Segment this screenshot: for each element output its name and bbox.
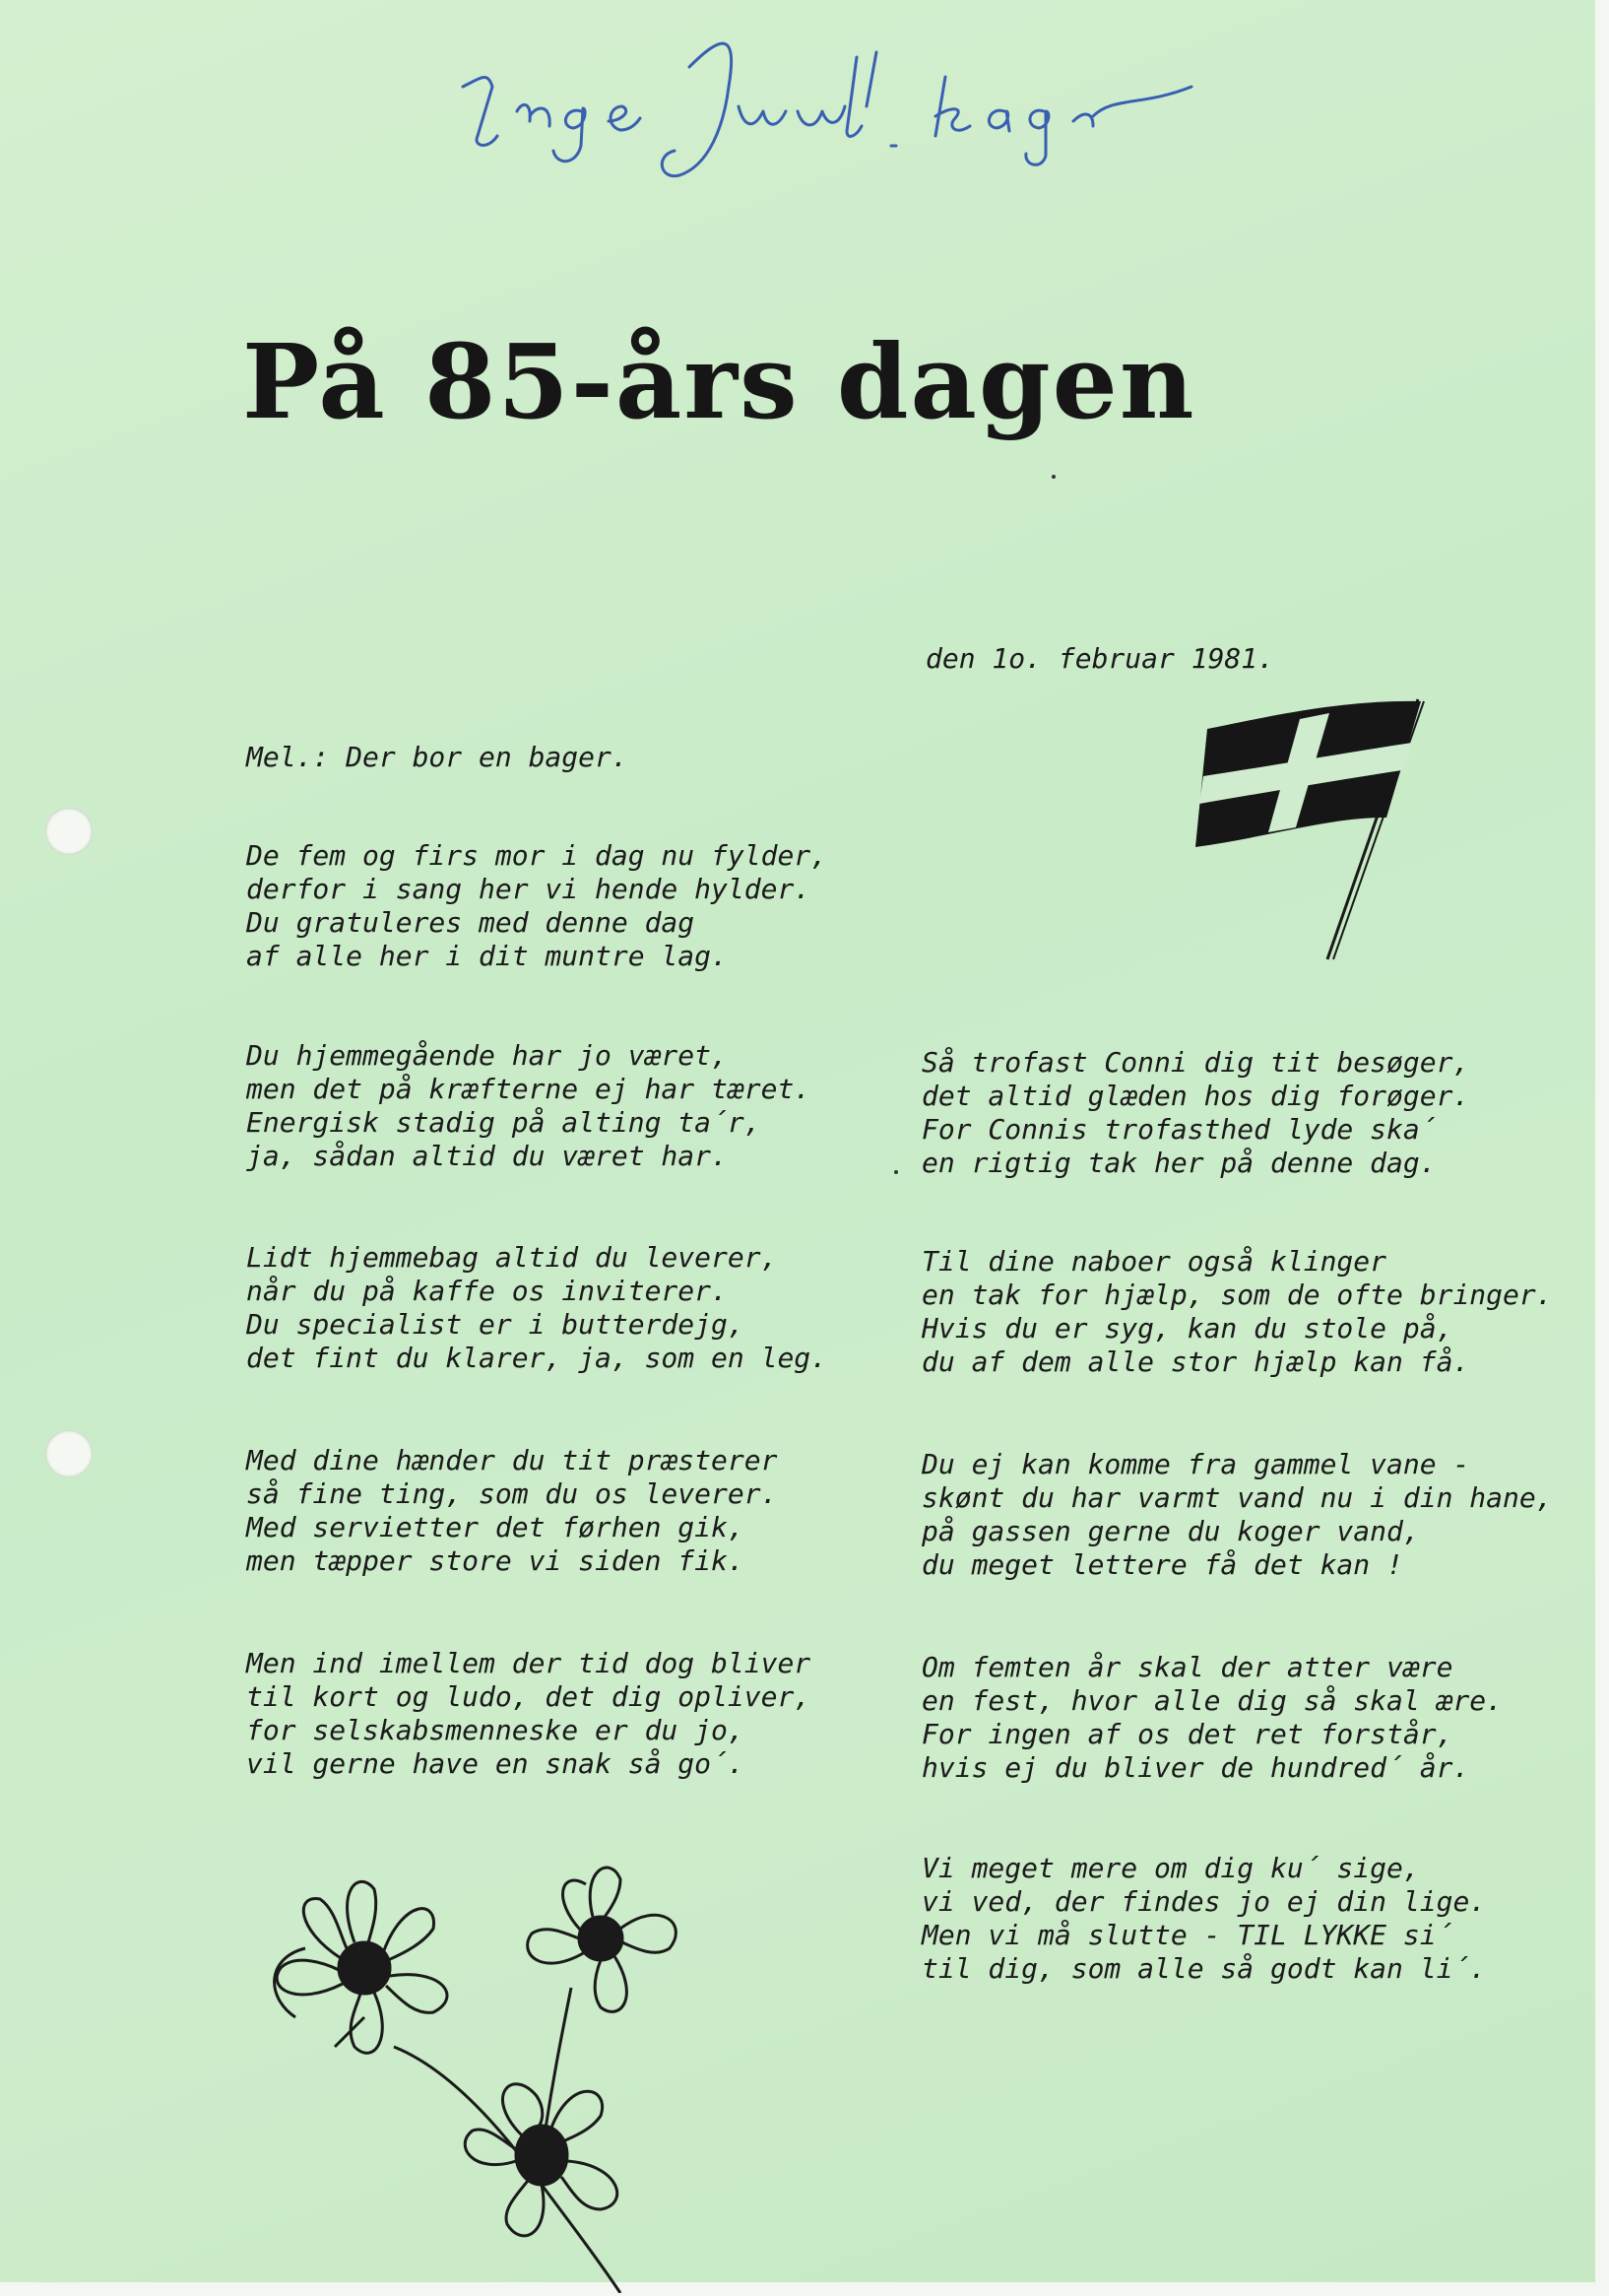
scan-speck bbox=[1052, 475, 1056, 479]
verse-line: når du på kaffe os inviterer. bbox=[246, 1275, 728, 1307]
verse-line: ja, sådan altid du været har. bbox=[246, 1140, 728, 1172]
verse-line: du af dem alle stor hjælp kan få. bbox=[922, 1345, 1470, 1378]
verse-right-1 bbox=[922, 1046, 1469, 1180]
verse-line: det altid glæden hos dig forøger. bbox=[922, 1080, 1470, 1112]
page-title: På 85-års dagen bbox=[242, 321, 1196, 442]
verse-line: For Connis trofasthed lyde ska´ bbox=[922, 1113, 1437, 1146]
verse-line: en tak for hjælp, som de ofte bringer. bbox=[922, 1279, 1553, 1311]
verse-left-3 bbox=[246, 1241, 827, 1375]
verse-line: Med dine hænder du tit præsterer bbox=[246, 1444, 778, 1476]
verse-line: Til dine naboer også klinger bbox=[922, 1245, 1387, 1278]
verse-line: vil gerne have en snak så go´. bbox=[246, 1747, 744, 1780]
verse-line: Du ej kan komme fra gammel vane - bbox=[922, 1448, 1470, 1480]
verse-line: Vi meget mere om dig ku´ sige, bbox=[922, 1852, 1420, 1884]
verse-line: Hvis du er syg, kan du stole på, bbox=[922, 1312, 1453, 1345]
flower-illustration bbox=[246, 1860, 778, 2293]
verse-right-4 bbox=[922, 1651, 1503, 1785]
verse-line: en rigtig tak her på denne dag. bbox=[922, 1147, 1437, 1179]
verse-line: det fint du klarer, ja, som en leg. bbox=[246, 1342, 828, 1374]
punch-hole-top bbox=[45, 808, 93, 855]
verse-line: du meget lettere få det kan ! bbox=[922, 1548, 1403, 1581]
verse-line: en fest, hvor alle dig så skal ære. bbox=[922, 1684, 1504, 1717]
scan-edge-right bbox=[1595, 0, 1609, 2296]
verse-line: skønt du har varmt vand nu i din hane, bbox=[922, 1481, 1553, 1514]
verse-left-2 bbox=[246, 1039, 810, 1173]
verse-line: Lidt hjemmebag altid du leverer, bbox=[246, 1241, 778, 1274]
verse-left-4 bbox=[246, 1444, 777, 1578]
verse-line: Du specialist er i butterdejg, bbox=[246, 1308, 744, 1341]
verse-line: men det på kræfterne ej har tæret. bbox=[246, 1073, 811, 1105]
verse-line: De fem og firs mor i dag nu fylder, bbox=[246, 839, 828, 872]
date-line: den 1o. februar 1981. bbox=[926, 642, 1275, 675]
verse-line: hvis ej du bliver de hundred´ år. bbox=[922, 1751, 1470, 1784]
verse-line: men tæpper store vi siden fik. bbox=[246, 1544, 744, 1577]
melody-line: Mel.: Der bor en bager. bbox=[246, 741, 628, 773]
verse-line: af alle her i dit muntre lag. bbox=[246, 940, 728, 972]
verse-line: på gassen gerne du koger vand, bbox=[922, 1515, 1420, 1547]
verse-line: så fine ting, som du os leverer. bbox=[246, 1477, 778, 1510]
verse-line: Energisk stadig på alting ta´r, bbox=[246, 1106, 761, 1139]
verse-line: Om femten år skal der atter være bbox=[922, 1651, 1453, 1683]
verse-line: derfor i sang her vi hende hylder. bbox=[246, 873, 811, 905]
verse-line: til kort og ludo, det dig opliver, bbox=[246, 1680, 811, 1713]
verse-line: vi ved, der findes jo ej din lige. bbox=[922, 1885, 1487, 1918]
scan-edge-bottom bbox=[0, 2282, 1609, 2296]
verse-right-2 bbox=[922, 1245, 1553, 1379]
handwritten-signature bbox=[443, 28, 1251, 195]
verse-line: for selskabsmenneske er du jo, bbox=[246, 1714, 744, 1746]
verse-right-5 bbox=[922, 1852, 1486, 1986]
verse-line: Men vi må slutte - TIL LYKKE si´ bbox=[922, 1919, 1453, 1951]
danish-flag-icon bbox=[1190, 689, 1455, 965]
verse-line: Men ind imellem der tid dog bliver bbox=[246, 1647, 811, 1679]
scan-speck bbox=[894, 1170, 898, 1174]
verse-left-5 bbox=[246, 1647, 810, 1781]
verse-line: Med servietter det førhen gik, bbox=[246, 1511, 744, 1543]
verse-line: For ingen af os det ret forstår, bbox=[922, 1718, 1453, 1750]
punch-hole-bottom bbox=[45, 1430, 93, 1477]
verse-line: Du gratuleres med denne dag bbox=[246, 906, 695, 939]
verse-right-3 bbox=[922, 1448, 1553, 1582]
verse-line: til dig, som alle så godt kan li´. bbox=[922, 1952, 1487, 1985]
verse-line: Så trofast Conni dig tit besøger, bbox=[922, 1046, 1470, 1079]
verse-left-1 bbox=[246, 839, 827, 973]
verse-line: Du hjemmegående har jo været, bbox=[246, 1039, 728, 1072]
